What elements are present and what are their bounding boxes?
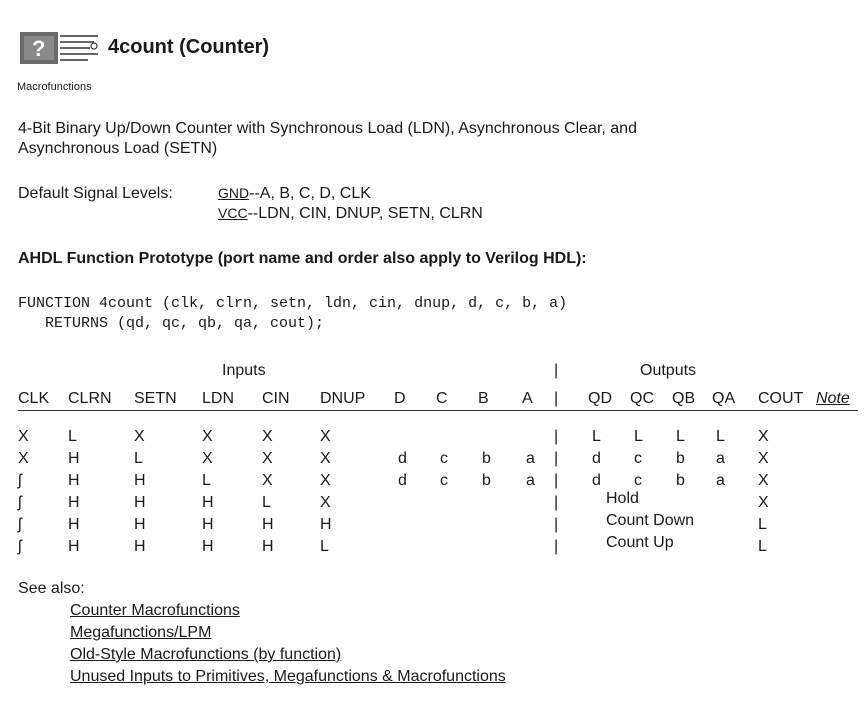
cell-dnup: X (320, 450, 331, 467)
cell-cout: X (758, 472, 769, 489)
cell-qa: a (716, 472, 725, 489)
cell-ldn: X (202, 428, 213, 445)
cell-qd: d (592, 450, 601, 467)
header-clrn: CLRN (68, 390, 112, 407)
see-also-link-megafunctions[interactable]: Megafunctions/LPM (70, 624, 212, 641)
header-setn: SETN (134, 390, 177, 407)
page-title: 4count (Counter) (108, 36, 270, 58)
vcc-row (218, 205, 483, 223)
separator-head: | (554, 390, 559, 407)
cell-setn: X (134, 428, 145, 445)
cell-ldn: H (202, 516, 214, 533)
cell-qb: L (676, 428, 685, 445)
span-count-up: Count Up (606, 534, 674, 551)
note-link-label[interactable]: Note (816, 390, 850, 407)
cell-dnup: H (320, 516, 332, 533)
cell-cout: X (758, 450, 769, 467)
cell-clrn: H (68, 538, 80, 555)
cell-dnup: X (320, 472, 331, 489)
column-separator: | (554, 516, 559, 533)
cell-clrn: H (68, 516, 80, 533)
cell-cin: L (262, 494, 271, 511)
prototype-line-1: FUNCTION 4count (clk, clrn, setn, ldn, cin, dnup, d, c, b, a) (18, 295, 568, 312)
gnd-link[interactable]: GND (218, 185, 250, 201)
cell-clrn: L (68, 428, 77, 445)
cell-d: d (398, 450, 407, 467)
cell-clk: X (18, 450, 29, 467)
note-link[interactable] (816, 390, 850, 408)
cell-clrn: H (68, 450, 80, 467)
cell-clrn: H (68, 494, 80, 511)
cell-qa: a (716, 450, 725, 467)
outputs-label: Outputs (640, 362, 697, 379)
header-qc: QC (630, 390, 654, 407)
header-b: B (478, 390, 489, 407)
separator-head-top: | (554, 362, 559, 379)
see-also-link-unused-inputs[interactable]: Unused Inputs to Primitives, Megafunctions & Macrofunctions (70, 668, 506, 685)
description-line-2: Asynchronous Load (SETN) (18, 140, 218, 157)
cell-b: b (482, 472, 491, 489)
cell-dnup: X (320, 494, 331, 511)
column-separator: | (554, 472, 559, 489)
column-separator: | (554, 428, 559, 445)
cell-cin: X (262, 450, 273, 467)
cell-cin: X (262, 472, 273, 489)
column-separator: | (554, 450, 559, 467)
cell-clk: ʃ (18, 472, 22, 489)
cell-b: b (482, 450, 491, 467)
cell-ldn: X (202, 450, 213, 467)
cell-cin: H (262, 516, 274, 533)
cell-setn: H (134, 472, 146, 489)
span-hold: Hold (606, 490, 639, 507)
cell-clk: ʃ (18, 494, 22, 511)
cell-qb: b (676, 472, 685, 489)
description-line-1: 4-Bit Binary Up/Down Counter with Synchronous Load (LDN), Asynchronous Clear, and (18, 120, 637, 137)
header-qb: QB (672, 390, 696, 407)
cell-setn: H (134, 516, 146, 533)
inputs-label: Inputs (222, 362, 266, 379)
header-ldn: LDN (202, 390, 235, 407)
icon-caption: Macrofunctions (17, 81, 92, 93)
cell-qa: L (716, 428, 725, 445)
header-clk: CLK (18, 390, 50, 407)
prototype-line-2: RETURNS (qd, qc, qb, qa, cout); (18, 315, 325, 332)
see-also-link-old-style[interactable]: Old-Style Macrofunctions (by function) (70, 646, 342, 663)
header-qd: QD (588, 390, 612, 407)
cell-clk: ʃ (18, 516, 22, 533)
cell-cout: X (758, 428, 769, 445)
cell-qc: c (634, 450, 642, 467)
cell-clk: ʃ (18, 538, 22, 555)
cell-c: c (440, 472, 448, 489)
cell-dnup: X (320, 428, 331, 445)
cell-cout: X (758, 494, 769, 511)
prototype-heading: AHDL Function Prototype (port name and order also apply to Verilog HDL): (18, 250, 587, 267)
macrofunction-icon (18, 32, 110, 82)
defaults-label: Default Signal Levels: (18, 185, 173, 202)
gnd-row (218, 185, 371, 203)
cell-qc: L (634, 428, 643, 445)
header-rule (18, 410, 858, 411)
cell-ldn: H (202, 494, 214, 511)
gnd-signals: --A, B, C, D, CLK (249, 185, 371, 202)
cell-clrn: H (68, 472, 80, 489)
vcc-link[interactable]: VCC (218, 205, 248, 221)
cell-qd: d (592, 472, 601, 489)
cell-setn: H (134, 494, 146, 511)
cell-setn: H (134, 538, 146, 555)
cell-cin: X (262, 428, 273, 445)
header-c: C (436, 390, 448, 407)
cell-cout: L (758, 516, 767, 533)
header-a: A (522, 390, 533, 407)
vcc-signals: --LDN, CIN, DNUP, SETN, CLRN (247, 205, 483, 222)
cell-ldn: L (202, 472, 211, 489)
cell-clk: X (18, 428, 29, 445)
cell-cin: H (262, 538, 274, 555)
column-separator: | (554, 494, 559, 511)
icon-glyph: ? (32, 36, 46, 61)
column-separator: | (554, 538, 559, 555)
cell-a: a (526, 450, 535, 467)
header-d: D (394, 390, 406, 407)
cell-qb: b (676, 450, 685, 467)
header-cout: COUT (758, 390, 804, 407)
cell-d: d (398, 472, 407, 489)
header-qa: QA (712, 390, 736, 407)
cell-dnup: L (320, 538, 329, 555)
see-also-label: See also: (18, 580, 85, 597)
see-also-link-counter[interactable]: Counter Macrofunctions (70, 602, 240, 619)
cell-qd: L (592, 428, 601, 445)
cell-c: c (440, 450, 448, 467)
span-count-down: Count Down (606, 512, 695, 529)
cell-ldn: H (202, 538, 214, 555)
cell-a: a (526, 472, 535, 489)
header-cin: CIN (262, 390, 290, 407)
cell-setn: L (134, 450, 143, 467)
cell-qc: c (634, 472, 642, 489)
cell-cout: L (758, 538, 767, 555)
header-dnup: DNUP (320, 390, 366, 407)
